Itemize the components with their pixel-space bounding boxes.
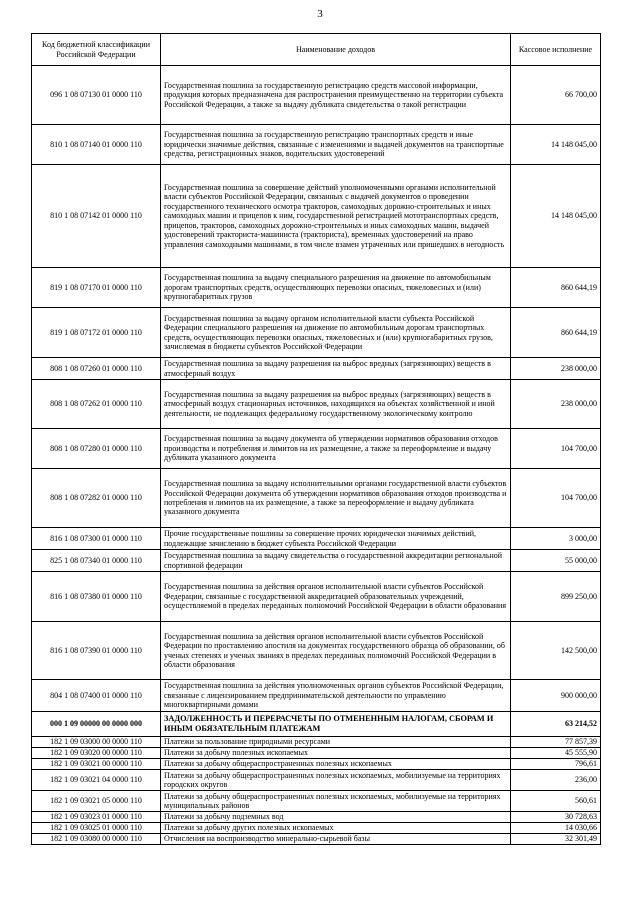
- code-cell: 808 1 08 07282 01 0000 110: [32, 469, 161, 528]
- amount-cell: 560,61: [511, 791, 601, 812]
- name-cell: Платежи за добычу общераспространенных полезных ископаемых: [161, 759, 511, 770]
- table-row: [32, 165, 601, 268]
- code-cell: 000 1 09 00000 00 0000 000: [32, 712, 161, 737]
- name-cell: Государственная пошлина за действия органов исполнительной власти субъектов Российской Федерации по проставлению апостиля на документах государственного образца об образовании, об ученых степенях и ученых званиях в пределах переданных полномочий Российской Федерации в области образования: [161, 622, 511, 680]
- code-cell: 182 1 09 03023 01 0000 110: [32, 812, 161, 823]
- code-cell: 816 1 08 07390 01 0000 110: [32, 622, 161, 680]
- name-cell: Государственная пошлина за выдачу специального разрешения на движение по автомобильным дорогам транспортных средств, осуществляющих перевозки опасных, тяжеловесных и (или) крупногабаритных грузов: [161, 268, 511, 308]
- name-cell: Государственная пошлина за выдачу исполнительными органами государственной власти субъектов Российской Федерации документа об утверждении нормативов образования отходов производства и потребления и лимитов на их размещение, а также за переоформление и выдачу дубликата указанного документа: [161, 469, 511, 528]
- code-cell: 804 1 08 07400 01 0000 110: [32, 680, 161, 712]
- table-row: [32, 834, 601, 845]
- amount-cell: 3 000,00: [511, 528, 601, 550]
- amount-cell: 14 148 045,00: [511, 125, 601, 165]
- table-row: [32, 308, 601, 358]
- amount-cell: 238 000,00: [511, 358, 601, 380]
- table-row: [32, 712, 601, 737]
- amount-cell: 45 555,90: [511, 748, 601, 759]
- amount-cell: 860 644,19: [511, 308, 601, 358]
- amount-cell: 104 700,00: [511, 469, 601, 528]
- table-row: [32, 770, 601, 791]
- table-row: [32, 622, 601, 680]
- name-cell: ЗАДОЛЖЕННОСТЬ И ПЕРЕРАСЧЕТЫ ПО ОТМЕНЕННЫМ НАЛОГАМ, СБОРАМ И ИНЫМ ОБЯЗАТЕЛЬНЫМ ПЛАТЕЖАМ: [161, 712, 511, 737]
- name-cell: Платежи за пользование природными ресурсами: [161, 737, 511, 748]
- code-cell: 816 1 08 07300 01 0000 110: [32, 528, 161, 550]
- amount-cell: 63 214,52: [511, 712, 601, 737]
- name-cell: Платежи за добычу других полезных ископаемых: [161, 823, 511, 834]
- amount-cell: 796,61: [511, 759, 601, 770]
- table-row: [32, 66, 601, 125]
- amount-cell: 142 500,00: [511, 622, 601, 680]
- table-row: [32, 737, 601, 748]
- name-cell: Платежи за добычу общераспространенных полезных ископаемых, мобилизуемые на территориях городских округов: [161, 770, 511, 791]
- code-cell: 808 1 08 07280 01 0000 110: [32, 429, 161, 469]
- table-row: [32, 812, 601, 823]
- code-cell: 808 1 08 07262 01 0000 110: [32, 380, 161, 429]
- code-cell: 810 1 08 07140 01 0000 110: [32, 125, 161, 165]
- table-row: [32, 268, 601, 308]
- table-row: [32, 380, 601, 429]
- name-cell: Государственная пошлина за государственную регистрацию средств массовой информации, продукция которых предназначена для распространения преимущественно на территории субъекта Российской Федерации, а также за выдачу дубликата свидетельства о такой регистрации: [161, 66, 511, 125]
- code-cell: 182 1 09 03021 05 0000 110: [32, 791, 161, 812]
- name-cell: Государственная пошлина за государственную регистрацию транспортных средств и иные юридически значимые действия, связанные с изменениями и выдачей документов на транспортные средства, регистрационных знаков, водительских удостоверений: [161, 125, 511, 165]
- table-row: [32, 759, 601, 770]
- code-cell: 810 1 08 07142 01 0000 110: [32, 165, 161, 268]
- code-cell: 816 1 08 07380 01 0000 110: [32, 572, 161, 622]
- name-cell: Государственная пошлина за действия уполномоченных органов субъектов Российской Федерации, связанные с лицензированием предпринимательской деятельности по управлению многоквартирными домами: [161, 680, 511, 712]
- amount-cell: 236,00: [511, 770, 601, 791]
- header-name: Наименование доходов: [161, 34, 511, 66]
- name-cell: Платежи за добычу общераспространенных полезных ископаемых, мобилизуемые на территориях муниципальных районов: [161, 791, 511, 812]
- code-cell: 096 1 08 07130 01 0000 110: [32, 66, 161, 125]
- amount-cell: 32 301,49: [511, 834, 601, 845]
- header-amount: Кассовое исполнение: [511, 34, 601, 66]
- code-cell: 182 1 09 03020 00 0000 110: [32, 748, 161, 759]
- table-row: [32, 572, 601, 622]
- code-cell: 182 1 09 03021 00 0000 110: [32, 759, 161, 770]
- code-cell: 825 1 08 07340 01 0000 110: [32, 550, 161, 572]
- name-cell: Платежи за добычу полезных ископаемых: [161, 748, 511, 759]
- revenue-table: [31, 33, 601, 845]
- table-row: [32, 469, 601, 528]
- amount-cell: 66 700,00: [511, 66, 601, 125]
- page-number: 3: [317, 8, 323, 20]
- amount-cell: 860 644,19: [511, 268, 601, 308]
- table-row: [32, 528, 601, 550]
- name-cell: Государственная пошлина за выдачу разрешения на выброс вредных (загрязняющих) веществ в атмосферный воздух: [161, 358, 511, 380]
- code-cell: 808 1 08 07260 01 0000 110: [32, 358, 161, 380]
- name-cell: Государственная пошлина за выдачу разрешения на выброс вредных (загрязняющих) веществ в атмосферный воздух стационарных источников, находящихся на объектах хозяйственной и иной деятельности, не подлежащих федеральному государственному экологическому контролю: [161, 380, 511, 429]
- table-header-row: [32, 34, 601, 66]
- amount-cell: 104 700,00: [511, 429, 601, 469]
- name-cell: Платежи за добычу подземных вод: [161, 812, 511, 823]
- table-row: [32, 125, 601, 165]
- amount-cell: 238 000,00: [511, 380, 601, 429]
- table-row: [32, 358, 601, 380]
- table-body: [32, 66, 601, 845]
- amount-cell: 30 728,63: [511, 812, 601, 823]
- name-cell: Государственная пошлина за выдачу документа об утверждении нормативов образования отходов производства и потребления и лимитов на их размещение, а также за переоформление и выдачу дубликата указанного документа: [161, 429, 511, 469]
- name-cell: Прочие государственные пошлины за совершение прочих юридически значимых действий, подлежащие зачислению в бюджет субъекта Российской Федерации: [161, 528, 511, 550]
- amount-cell: 55 000,00: [511, 550, 601, 572]
- amount-cell: 900 000,00: [511, 680, 601, 712]
- code-cell: 182 1 09 03021 04 0000 110: [32, 770, 161, 791]
- table-row: [32, 550, 601, 572]
- amount-cell: 14 030,66: [511, 823, 601, 834]
- table-row: [32, 791, 601, 812]
- code-cell: 819 1 08 07170 01 0000 110: [32, 268, 161, 308]
- name-cell: Государственная пошлина за совершение действий уполномоченными органами исполнительной власти субъектов Российской Федерации, связанных с выдачей документов о проведении государственного технического осмотра тракторов, самоходных дорожно-строительных и иных самоходных машин и прицепов к ним, государственной регистрацией мототранспортных средств, прицепов, тракторов, самоходных дорожно-строительных и иных самоходных машин, выдачей удостоверений тракториста-машиниста (тракториста), временных удостоверений на право управления самоходными машинами, в том числе взамен утраченных или пришедших в негодность: [161, 165, 511, 268]
- code-cell: 182 1 09 03025 01 0000 110: [32, 823, 161, 834]
- header-code: Код бюджетной классификации Российской Федерации: [32, 34, 161, 66]
- table-row: [32, 823, 601, 834]
- name-cell: Государственная пошлина за выдачу органом исполнительной власти субъекта Российской Федерации специального разрешения на движение по автомобильным дорогам транспортных средств, осуществляющих перевозки опасных, тяжеловесных и (или) крупногабаритных грузов, зачисляемая в бюджеты субъектов Российской Федерации: [161, 308, 511, 358]
- code-cell: 182 1 09 03000 00 0000 110: [32, 737, 161, 748]
- amount-cell: 77 857,39: [511, 737, 601, 748]
- amount-cell: 899 250,00: [511, 572, 601, 622]
- amount-cell: 14 148 045,00: [511, 165, 601, 268]
- name-cell: Государственная пошлина за выдачу свидетельства о государственной аккредитации региональной спортивной федерации: [161, 550, 511, 572]
- table-row: [32, 680, 601, 712]
- table-row: [32, 748, 601, 759]
- name-cell: Отчисления на воспроизводство минерально-сырьевой базы: [161, 834, 511, 845]
- name-cell: Государственная пошлина за действия органов исполнительной власти субъектов Российской Федерации, связанные с государственной аккредитацией образовательных учреждений, осуществляемой в пределах переданных полномочий Российской Федерации в области образования: [161, 572, 511, 622]
- code-cell: 182 1 09 03080 00 0000 110: [32, 834, 161, 845]
- code-cell: 819 1 08 07172 01 0000 110: [32, 308, 161, 358]
- table-row: [32, 429, 601, 469]
